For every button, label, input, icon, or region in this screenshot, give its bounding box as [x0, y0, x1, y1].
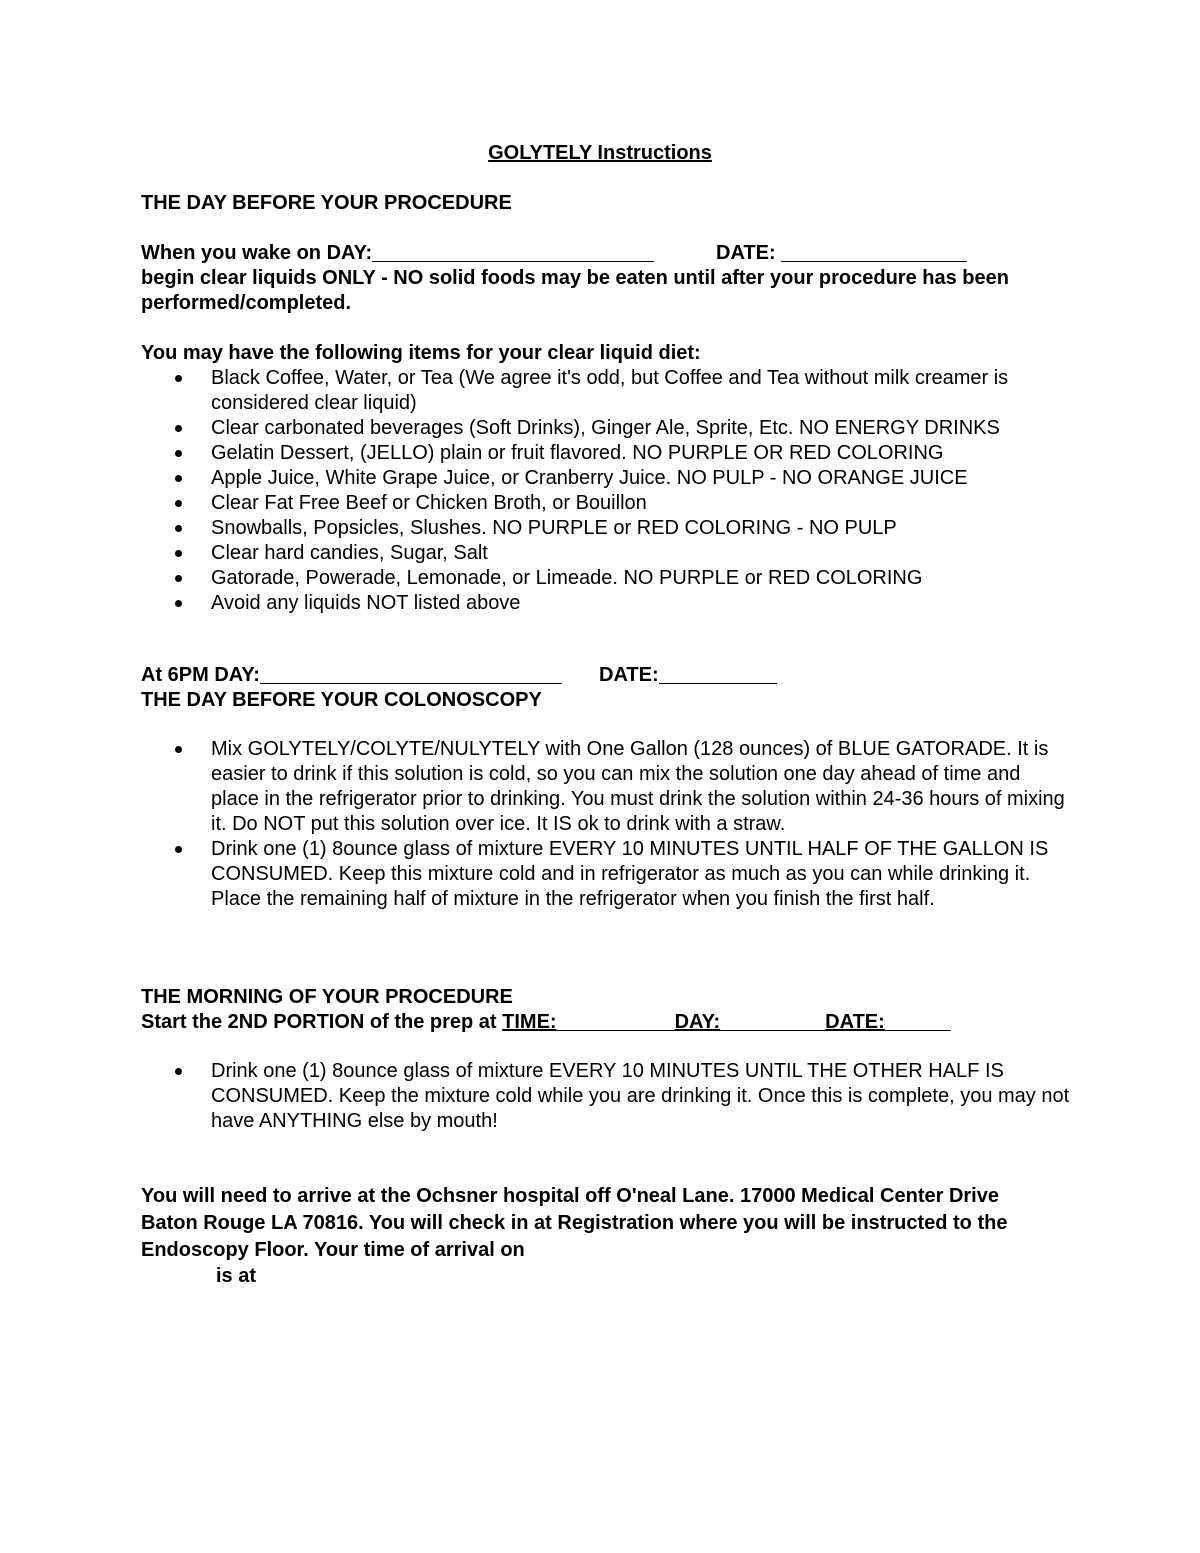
list-item: Gatorade, Powerade, Lemonade, or Limeade. NO PURPLE or RED COLORING — [141, 566, 1071, 591]
six-pm-date-label: DATE: — [599, 664, 659, 686]
six-pm-day-line — [141, 663, 562, 688]
bullet-icon — [175, 746, 182, 753]
bullet-icon — [175, 475, 182, 482]
wake-instruction: begin clear liquids ONLY - NO solid foods may be eaten until after your procedure has been performed/completed. — [141, 267, 1009, 314]
bullet-icon — [175, 600, 182, 607]
wake-date-blank[interactable] — [781, 241, 967, 262]
arrival-is-at: is at — [216, 1265, 257, 1287]
list-item: Apple Juice, White Grape Juice, or Cranberry Juice. NO PULP - NO ORANGE JUICE — [141, 466, 1071, 491]
list-item: Clear carbonated beverages (Soft Drinks), Ginger Ale, Sprite, Etc. NO ENERGY DRINKS — [141, 416, 1071, 441]
bullet-icon — [175, 375, 182, 382]
bullet-icon — [175, 450, 182, 457]
morning-heading: THE MORNING OF YOUR PROCEDURE — [141, 986, 513, 1008]
morning-start-text: Start the 2ND PORTION of the prep at — [141, 1011, 497, 1033]
morning-list — [141, 1059, 1071, 1134]
bullet-icon — [175, 550, 182, 557]
six-pm-date-blank[interactable] — [659, 663, 777, 684]
morning-date-label: DATE: — [825, 1011, 885, 1033]
list-item: Avoid any liquids NOT listed above — [141, 591, 1071, 616]
document-title: GOLYTELY Instructions — [488, 142, 712, 164]
day-before-colonoscopy-heading: THE DAY BEFORE YOUR COLONOSCOPY — [141, 689, 542, 711]
wake-date-label: DATE: — [716, 242, 776, 264]
clear-liquid-intro: You may have the following items for your clear liquid diet: — [141, 342, 701, 364]
morning-day-blank[interactable] — [720, 1010, 825, 1031]
six-pm-date-line — [599, 663, 777, 688]
wake-day-label: When you wake on DAY: — [141, 242, 373, 264]
wake-date-line — [716, 241, 967, 266]
clear-liquid-list — [141, 366, 1071, 616]
six-pm-list — [141, 737, 1071, 912]
wake-day-blank[interactable] — [372, 241, 654, 262]
list-item: Gelatin Dessert, (JELLO) plain or fruit flavored. NO PURPLE OR RED COLORING — [141, 441, 1071, 466]
bullet-icon — [175, 425, 182, 432]
arrival-instructions: You will need to arrive at the Ochsner hospital off O'neal Lane. 17000 Medical Center Drive Baton Rouge LA 70816. You will check in at Registration where you will be instructed to the Endoscopy Floor. Your time of arrival on — [141, 1185, 1008, 1261]
list-item: Snowballs, Popsicles, Slushes. NO PURPLE or RED COLORING - NO PULP — [141, 516, 1071, 541]
bullet-icon — [175, 846, 182, 853]
list-item: Mix GOLYTELY/COLYTE/NULYTELY with One Gallon (128 ounces) of BLUE GATORADE. It is easier to drink if this solution is cold, so you can mix the solution one day ahead of time and place in the refrigerator prior to drinking. You must drink the solution within 24-36 hours of mixing it. Do NOT put this solution over ice. It IS ok to drink with a straw. — [141, 737, 1071, 837]
list-item: Black Coffee, Water, or Tea (We agree it's odd, but Coffee and Tea without milk creamer is considered clear liquid) — [141, 366, 1071, 416]
morning-time-label: TIME: — [502, 1011, 557, 1033]
bullet-icon — [175, 575, 182, 582]
morning-date-blank[interactable] — [885, 1010, 951, 1031]
day-before-heading: THE DAY BEFORE YOUR PROCEDURE — [141, 192, 512, 214]
bullet-icon — [175, 500, 182, 507]
morning-time-blank[interactable] — [557, 1010, 675, 1031]
six-pm-day-blank[interactable] — [260, 663, 562, 684]
six-pm-day-label: At 6PM DAY: — [141, 664, 260, 686]
morning-day-label: DAY: — [674, 1011, 721, 1033]
morning-start-line — [141, 1010, 951, 1035]
list-item: Clear hard candies, Sugar, Salt — [141, 541, 1071, 566]
list-item: Drink one (1) 8ounce glass of mixture EVERY 10 MINUTES UNTIL HALF OF THE GALLON IS CONSUMED. Keep this mixture cold and in refrigerator as much as you can while drinking it. Place the remaining half of mixture in the refrigerator when you finish the first half. — [141, 837, 1071, 912]
bullet-icon — [175, 1068, 182, 1075]
wake-day-line — [141, 241, 654, 266]
list-item: Clear Fat Free Beef or Chicken Broth, or Bouillon — [141, 491, 1071, 516]
list-item: Drink one (1) 8ounce glass of mixture EVERY 10 MINUTES UNTIL THE OTHER HALF IS CONSUMED. Keep the mixture cold while you are drinking it. Once this is complete, you may not have ANYTHING else by mouth! — [141, 1059, 1071, 1134]
bullet-icon — [175, 525, 182, 532]
